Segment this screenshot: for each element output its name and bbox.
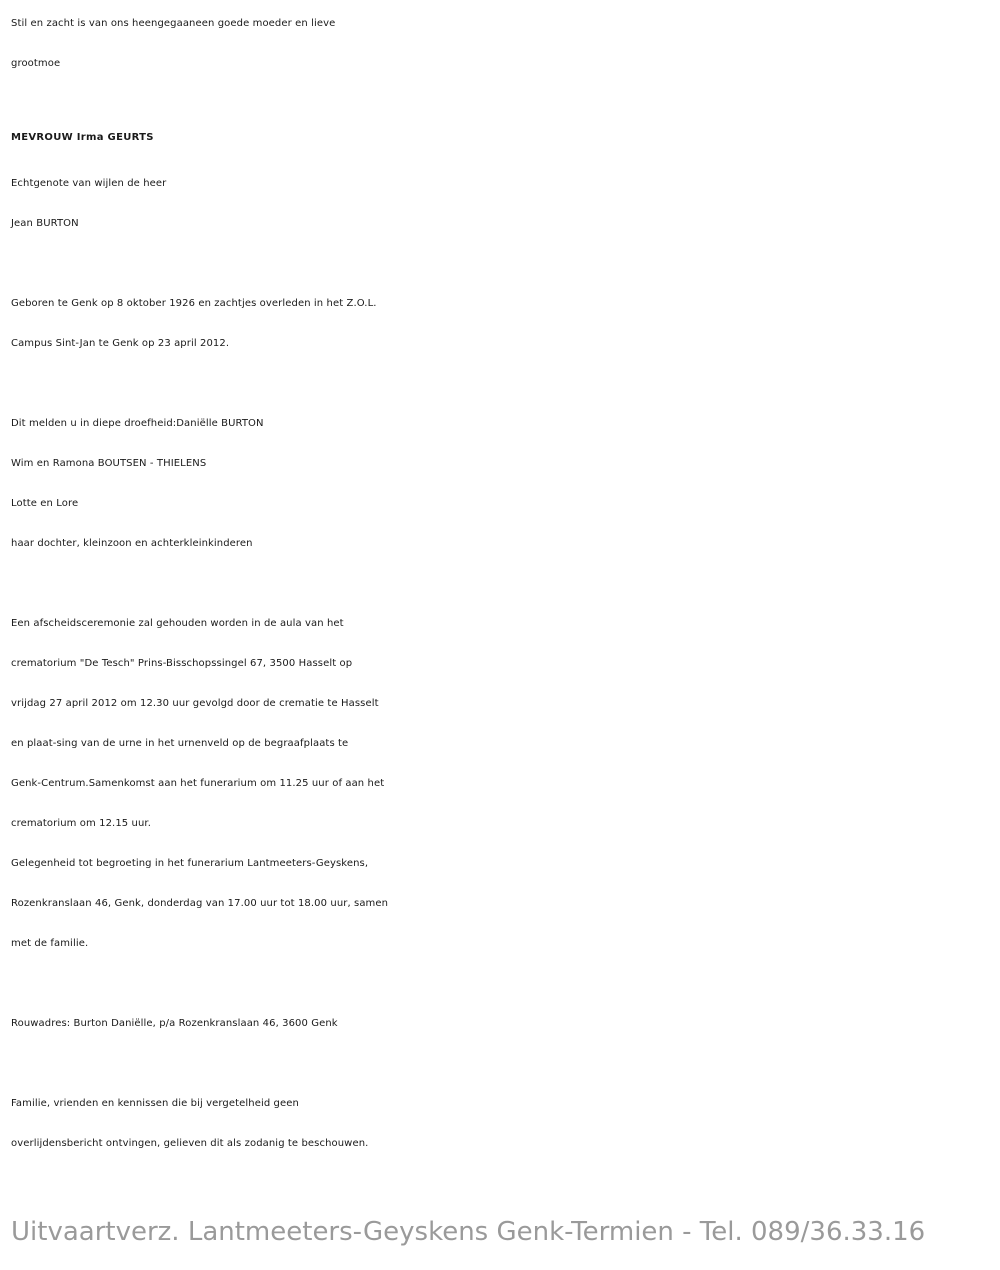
family-line-4: haar dochter, kleinzoon en achterkleinkinderen — [11, 538, 253, 549]
deceased-name: MEVROUW Irma GEURTS — [11, 132, 154, 143]
spouse-line-2: Jean BURTON — [11, 218, 79, 229]
intro-line-2: grootmoe — [11, 58, 61, 69]
ceremony-line-5: Genk-Centrum.Samenkomst aan het funerarium om 11.25 uur of aan het — [11, 778, 385, 789]
ceremony-line-8: Rozenkranslaan 46, Genk, donderdag van 17.00 uur tot 18.00 uur, samen — [11, 898, 389, 909]
notice-line-1: Familie, vrienden en kennissen die bij vergetelheid geen — [11, 1098, 299, 1109]
obituary-text — [11, 4, 991, 1164]
spacer — [11, 244, 991, 284]
family-line-3: Lotte en Lore — [11, 498, 79, 509]
ceremony-line-1: Een afscheidsceremonie zal gehouden worden in de aula van het — [11, 618, 344, 629]
spouse-line-1: Echtgenote van wijlen de heer — [11, 178, 167, 189]
family-line-2: Wim en Ramona BOUTSEN - THIELENS — [11, 458, 207, 469]
birth-death-line-1: Geboren te Genk op 8 oktober 1926 en zachtjes overleden in het Z.O.L. — [11, 298, 377, 309]
ceremony-line-3: vrijdag 27 april 2012 om 12.30 uur gevolgd door de crematie te Hasselt — [11, 698, 379, 709]
spacer — [11, 364, 991, 404]
notice-line-2: overlijdensbericht ontvingen, gelieven dit als zodanig te beschouwen. — [11, 1138, 369, 1149]
ceremony-line-9: met de familie. — [11, 938, 89, 949]
family-line-1: Dit melden u in diepe droefheid:Daniëlle BURTON — [11, 418, 264, 429]
mourning-address: Rouwadres: Burton Daniëlle, p/a Rozenkranslaan 46, 3600 Genk — [11, 1018, 338, 1029]
spacer — [11, 964, 991, 1004]
funeral-home-footer: Uitvaartverz. Lantmeeters-Geyskens Genk-Termien - Tel. 089/36.33.16 — [11, 1217, 926, 1247]
spacer — [11, 1044, 991, 1084]
intro-line-1: Stil en zacht is van ons heengegaaneen goede moeder en lieve — [11, 18, 336, 29]
ceremony-line-7: Gelegenheid tot begroeting in het funerarium Lantmeeters-Geyskens, — [11, 858, 369, 869]
ceremony-line-6: crematorium om 12.15 uur. — [11, 818, 151, 829]
birth-death-line-2: Campus Sint-Jan te Genk op 23 april 2012. — [11, 338, 230, 349]
ceremony-line-4: en plaat-sing van de urne in het urnenveld op de begraafplaats te — [11, 738, 349, 749]
ceremony-line-2: crematorium "De Tesch" Prins-Bisschopssingel 67, 3500 Hasselt op — [11, 658, 353, 669]
spacer — [11, 564, 991, 604]
